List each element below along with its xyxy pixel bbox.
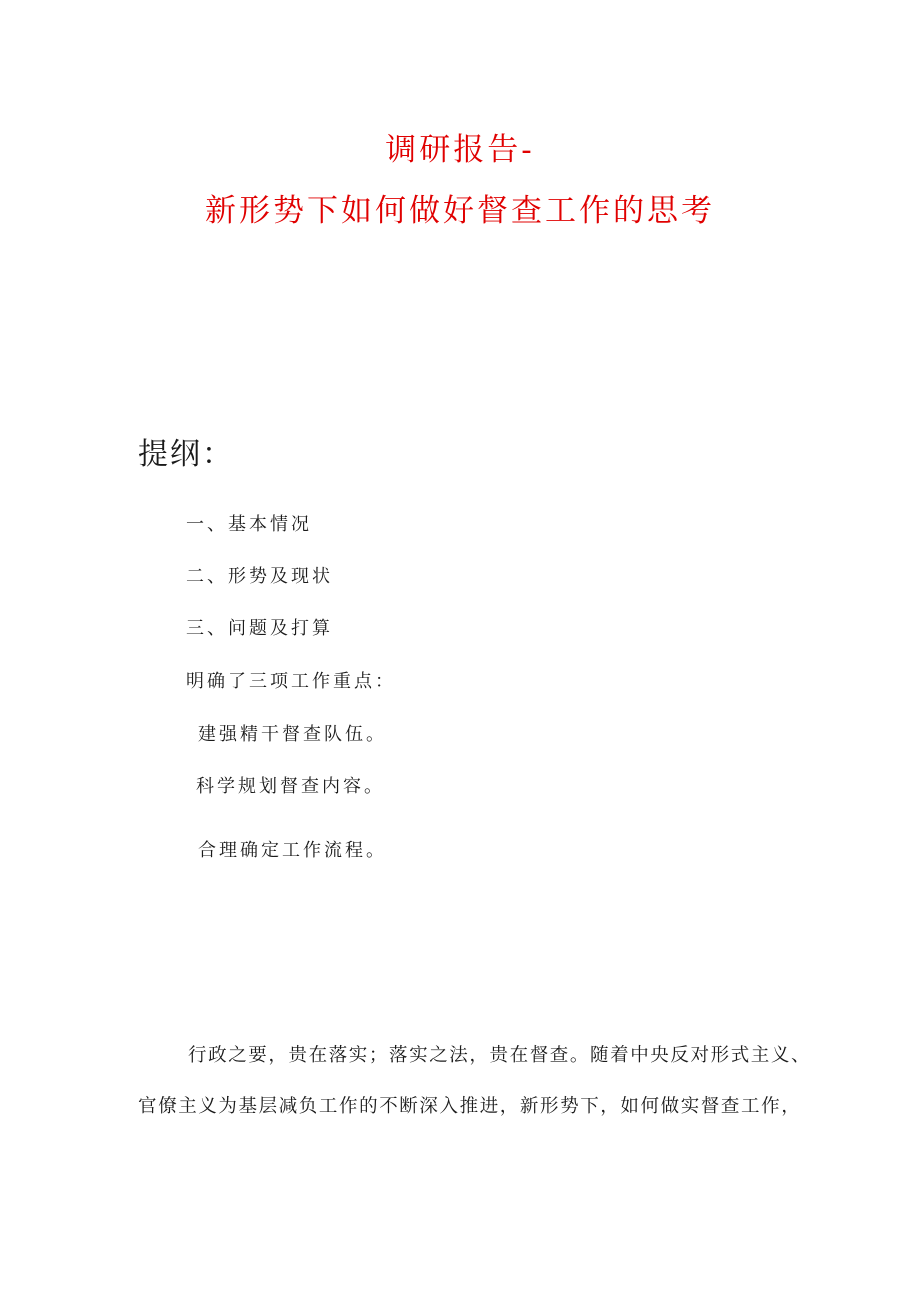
outline-item-workflow: 合理确定工作流程。 — [198, 840, 387, 861]
outline-item-key-points-intro: 明确了三项工作重点： — [186, 671, 396, 692]
body-paragraph-line-1: 行政之要，贵在落实；落实之法，贵在督查。随着中央反对形式主义、 — [188, 1045, 812, 1066]
outline-item-basic-situation: 一、基本情况 — [186, 514, 312, 535]
outline-heading: 提纲： — [138, 437, 234, 472]
outline-item-team-building: 建强精干督查队伍。 — [198, 724, 387, 745]
outline-item-content-planning: 科学规划督查内容。 — [196, 776, 385, 797]
outline-item-problems-plans: 三、问题及打算 — [186, 618, 333, 639]
body-paragraph-line-2: 官僚主义为基层减负工作的不断深入推进，新形势下，如何做实督查工作， — [138, 1096, 802, 1117]
report-title-line-1: 调研报告- — [385, 132, 535, 168]
report-title-line-2: 新形势下如何做好督查工作的思考 — [205, 193, 715, 229]
outline-item-situation-status: 二、形势及现状 — [186, 566, 333, 587]
